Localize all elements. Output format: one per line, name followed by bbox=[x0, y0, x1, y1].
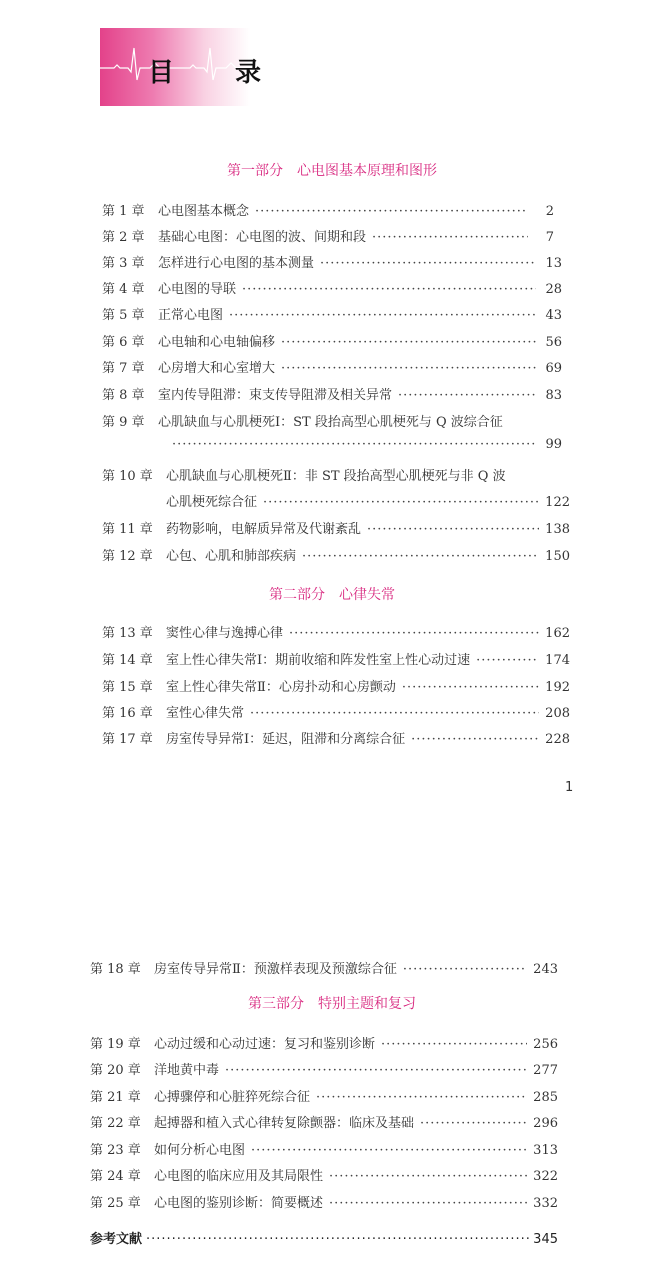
chapter-title-cont: 心肌梗死综合征 bbox=[166, 495, 258, 510]
toc-entry[interactable] bbox=[90, 1033, 558, 1051]
chapter-title: 室性心律失常 bbox=[166, 706, 245, 721]
leader-dots bbox=[250, 706, 539, 721]
toc-entry-line1[interactable] bbox=[102, 411, 503, 430]
leader-dots bbox=[302, 549, 539, 564]
toc-entry-line2[interactable] bbox=[166, 491, 570, 509]
toc-entry[interactable] bbox=[90, 958, 558, 976]
chapter-number: 第 6 章 bbox=[102, 335, 145, 350]
leader-dots bbox=[255, 204, 528, 219]
chapter-title: 心肌缺血与心肌梗死Ⅰ：ST 段抬高型心肌梗死与 Q 波综合征 bbox=[158, 415, 503, 430]
references-page: 345 bbox=[533, 1232, 558, 1247]
part-heading-1: 第一部分 心电图基本原理和图形 bbox=[227, 163, 437, 179]
chapter-number: 第 14 章 bbox=[102, 653, 153, 668]
chapter-number: 第 15 章 bbox=[102, 680, 153, 695]
chapter-title: 洋地黄中毒 bbox=[154, 1063, 220, 1078]
toc-entry-line2[interactable] bbox=[172, 437, 562, 455]
chapter-page: 174 bbox=[545, 653, 570, 668]
chapter-number: 第 7 章 bbox=[102, 361, 145, 376]
chapter-title: 心电图的导联 bbox=[158, 282, 237, 297]
chapter-page: 332 bbox=[533, 1196, 558, 1211]
leader-dots bbox=[251, 1143, 527, 1158]
chapter-page: 313 bbox=[533, 1143, 558, 1158]
chapter-page: 322 bbox=[533, 1169, 558, 1184]
leader-dots bbox=[229, 308, 536, 323]
leader-dots bbox=[263, 495, 539, 510]
leader-dots bbox=[320, 256, 536, 271]
chapter-page: 2 bbox=[545, 204, 554, 219]
toc-entry[interactable] bbox=[102, 649, 570, 667]
toc-entry[interactable] bbox=[102, 304, 562, 322]
chapter-number: 第 4 章 bbox=[102, 282, 145, 297]
part-heading-2: 第二部分 心律失常 bbox=[269, 587, 395, 603]
chapter-number: 第 23 章 bbox=[90, 1143, 141, 1158]
chapter-number: 第 2 章 bbox=[102, 230, 145, 245]
toc-entry[interactable] bbox=[90, 1112, 558, 1130]
leader-dots bbox=[381, 1037, 527, 1052]
toc-entry[interactable] bbox=[102, 384, 562, 402]
leader-dots bbox=[281, 335, 536, 350]
chapter-number: 第 18 章 bbox=[90, 962, 141, 977]
chapter-title: 如何分析心电图 bbox=[154, 1143, 246, 1158]
chapter-title: 心肌缺血与心肌梗死Ⅱ：非 ST 段抬高型心肌梗死与非 Q 波 bbox=[166, 469, 506, 484]
leader-dots bbox=[172, 437, 536, 452]
chapter-page: 208 bbox=[545, 706, 570, 721]
chapter-title: 心房增大和心室增大 bbox=[158, 361, 276, 376]
chapter-number: 第 22 章 bbox=[90, 1116, 141, 1131]
chapter-title: 心电轴和心电轴偏移 bbox=[158, 335, 276, 350]
chapter-title: 心电图的临床应用及其局限性 bbox=[154, 1169, 324, 1184]
chapter-page: 285 bbox=[533, 1090, 558, 1105]
leader-dots bbox=[146, 1232, 529, 1247]
toc-entry[interactable] bbox=[90, 1086, 558, 1104]
page-gap bbox=[0, 830, 664, 930]
chapter-number: 第 11 章 bbox=[102, 522, 153, 537]
chapter-number: 第 12 章 bbox=[102, 549, 153, 564]
toc-entry[interactable] bbox=[102, 702, 570, 720]
chapter-page: 192 bbox=[545, 680, 570, 695]
chapter-page: 162 bbox=[545, 626, 570, 641]
chapter-page: 138 bbox=[545, 522, 570, 537]
chapter-title: 窦性心律与逸搏心律 bbox=[166, 626, 284, 641]
chapter-page: 99 bbox=[545, 437, 562, 452]
leader-dots bbox=[225, 1063, 527, 1078]
toc-entry[interactable] bbox=[90, 1165, 558, 1183]
chapter-title: 心电图基本概念 bbox=[158, 204, 250, 219]
leader-dots bbox=[398, 388, 536, 403]
toc-entry[interactable] bbox=[102, 252, 562, 270]
toc-entry[interactable] bbox=[102, 545, 570, 563]
leader-dots bbox=[289, 626, 539, 641]
chapter-page: 243 bbox=[533, 962, 558, 977]
toc-entry[interactable] bbox=[102, 728, 570, 746]
toc-entry[interactable] bbox=[102, 200, 554, 218]
page-title: 目 录 bbox=[148, 58, 288, 88]
toc-entry[interactable] bbox=[90, 1192, 558, 1210]
leader-dots bbox=[476, 653, 539, 668]
page-number: 1 bbox=[565, 780, 574, 795]
chapter-title: 室上性心律失常Ⅱ：心房扑动和心房颤动 bbox=[166, 680, 396, 695]
chapter-title: 心包、心肌和肺部疾病 bbox=[166, 549, 297, 564]
chapter-number: 第 9 章 bbox=[102, 415, 145, 430]
chapter-number: 第 21 章 bbox=[90, 1090, 141, 1105]
chapter-number: 第 1 章 bbox=[102, 204, 145, 219]
leader-dots bbox=[420, 1116, 527, 1131]
chapter-title: 基础心电图：心电图的波、间期和段 bbox=[158, 230, 367, 245]
chapter-page: 228 bbox=[545, 732, 570, 747]
chapter-title: 心动过缓和心动过速：复习和鉴别诊断 bbox=[154, 1037, 376, 1052]
chapter-number: 第 3 章 bbox=[102, 256, 145, 271]
chapter-number: 第 19 章 bbox=[90, 1037, 141, 1052]
chapter-page: 277 bbox=[533, 1063, 558, 1078]
chapter-title: 心搏骤停和心脏猝死综合征 bbox=[154, 1090, 311, 1105]
toc-entry[interactable] bbox=[102, 278, 562, 296]
chapter-page: 150 bbox=[545, 549, 570, 564]
chapter-number: 第 17 章 bbox=[102, 732, 153, 747]
toc-entry[interactable] bbox=[102, 331, 562, 349]
chapter-page: 13 bbox=[545, 256, 562, 271]
chapter-number: 第 25 章 bbox=[90, 1196, 141, 1211]
chapter-number: 第 8 章 bbox=[102, 388, 145, 403]
toc-entry[interactable] bbox=[102, 226, 554, 244]
chapter-number: 第 16 章 bbox=[102, 706, 153, 721]
leader-dots bbox=[403, 962, 527, 977]
chapter-number: 第 24 章 bbox=[90, 1169, 141, 1184]
toc-entry[interactable] bbox=[102, 676, 570, 694]
chapter-title: 室上性心律失常Ⅰ：期前收缩和阵发性室上性心动过速 bbox=[166, 653, 471, 668]
toc-entry[interactable] bbox=[102, 622, 570, 640]
toc-entry[interactable] bbox=[102, 518, 570, 536]
chapter-page: 296 bbox=[533, 1116, 558, 1131]
leader-dots bbox=[411, 732, 539, 747]
leader-dots bbox=[372, 230, 528, 245]
chapter-title: 房室传导异常Ⅱ：预激样表现及预激综合征 bbox=[154, 962, 397, 977]
chapter-title: 怎样进行心电图的基本测量 bbox=[158, 256, 315, 271]
toc-entry-line1[interactable] bbox=[102, 465, 506, 484]
chapter-number: 第 20 章 bbox=[90, 1063, 141, 1078]
leader-dots bbox=[316, 1090, 527, 1105]
chapter-number: 第 10 章 bbox=[102, 469, 153, 484]
leader-dots bbox=[281, 361, 536, 376]
chapter-title: 药物影响，电解质异常及代谢紊乱 bbox=[166, 522, 362, 537]
chapter-title: 正常心电图 bbox=[158, 308, 224, 323]
chapter-title: 心电图的鉴别诊断：简要概述 bbox=[154, 1196, 324, 1211]
chapter-page: 256 bbox=[533, 1037, 558, 1052]
part-heading-3: 第三部分 特别主题和复习 bbox=[248, 996, 416, 1012]
leader-dots bbox=[329, 1196, 527, 1211]
toc-entry[interactable] bbox=[90, 1059, 558, 1077]
leader-dots bbox=[242, 282, 536, 297]
chapter-page: 7 bbox=[545, 230, 554, 245]
toc-entry[interactable] bbox=[102, 357, 562, 375]
chapter-page: 28 bbox=[545, 282, 562, 297]
chapter-title: 室内传导阻滞：束支传导阻滞及相关异常 bbox=[158, 388, 393, 403]
references-entry[interactable] bbox=[90, 1228, 558, 1247]
leader-dots bbox=[402, 680, 539, 695]
leader-dots bbox=[329, 1169, 527, 1184]
chapter-number: 第 5 章 bbox=[102, 308, 145, 323]
chapter-page: 43 bbox=[545, 308, 562, 323]
references-label: 参考文献 bbox=[90, 1232, 143, 1247]
chapter-number: 第 13 章 bbox=[102, 626, 153, 641]
chapter-title: 起搏器和植入式心律转复除颤器：临床及基础 bbox=[154, 1116, 415, 1131]
chapter-page: 69 bbox=[545, 361, 562, 376]
leader-dots bbox=[367, 522, 539, 537]
chapter-page: 56 bbox=[545, 335, 562, 350]
chapter-page: 122 bbox=[545, 495, 570, 510]
chapter-page: 83 bbox=[545, 388, 562, 403]
toc-entry[interactable] bbox=[90, 1139, 558, 1157]
chapter-title: 房室传导异常Ⅰ：延迟，阻滞和分离综合征 bbox=[166, 732, 406, 747]
